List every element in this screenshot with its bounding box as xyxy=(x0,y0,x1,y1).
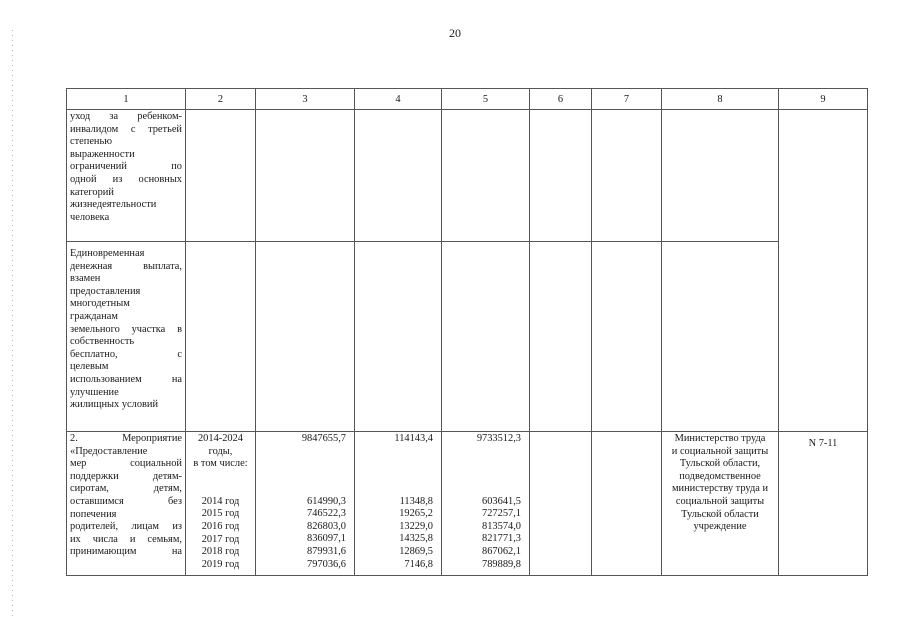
year-value: 826803,0 xyxy=(307,520,346,532)
header-cell: 5 xyxy=(442,89,530,110)
header-cell: 6 xyxy=(530,89,592,110)
text-line: учреждение xyxy=(693,521,747,533)
text-line: целевым xyxy=(70,361,109,373)
text-line: социальной защиты xyxy=(675,495,765,507)
text-line: взамен xyxy=(70,273,101,285)
table-row xyxy=(67,110,868,242)
spacer xyxy=(259,446,346,496)
year-value: 746522,3 xyxy=(307,508,346,520)
table-row xyxy=(67,432,868,576)
empty-cell xyxy=(662,110,779,242)
text-line: их числа и семьям, xyxy=(70,533,182,545)
text-line: гражданам xyxy=(70,310,118,322)
text-line: министерству труда и xyxy=(671,483,769,495)
page-number: 20 xyxy=(449,26,461,40)
year-label: 2016 год xyxy=(201,520,240,532)
empty-cell xyxy=(530,432,592,576)
text-line: жилищных условий xyxy=(70,399,159,411)
text-line: категорий xyxy=(70,186,114,198)
text-line: выраженности xyxy=(70,148,135,160)
text-line: улучшение xyxy=(70,386,119,398)
activity-description-cell xyxy=(67,242,186,432)
total-funding-cell xyxy=(256,432,355,576)
program-table xyxy=(66,88,868,576)
empty-cell xyxy=(530,242,592,432)
spacer xyxy=(445,446,521,496)
text-line: одной из основных xyxy=(70,173,182,185)
period-text: в том числе: xyxy=(193,458,248,470)
empty-cell xyxy=(662,242,779,432)
empty-cell xyxy=(779,110,868,432)
year-value: 11348,8 xyxy=(399,495,433,507)
text-line: родителей, лицам из xyxy=(70,521,182,533)
empty-cell xyxy=(186,110,256,242)
year-value: 821771,3 xyxy=(482,533,521,545)
text-line: мер социальной xyxy=(70,458,182,470)
text-line: Единовременная xyxy=(70,248,145,259)
activity-description-cell xyxy=(67,432,186,576)
period-text: 2014-2024 xyxy=(197,433,244,444)
year-label: 2019 год xyxy=(201,558,240,570)
table-row xyxy=(67,242,868,432)
text-line: уход за ребенком- xyxy=(70,111,182,122)
text-line: бесплатно, с xyxy=(70,348,182,360)
empty-cell xyxy=(355,242,442,432)
activity-description-cell xyxy=(67,110,186,242)
empty-cell xyxy=(256,242,355,432)
text-line: сиротам, детям, xyxy=(70,483,182,495)
text-line: жизнедеятельности xyxy=(70,199,157,211)
text-line: поддержки детям- xyxy=(70,470,182,482)
period-text: годы, xyxy=(208,445,233,457)
header-cell: 9 xyxy=(779,89,868,110)
scan-margin-dots xyxy=(12,30,13,620)
empty-cell xyxy=(256,110,355,242)
total-value: 9847655,7 xyxy=(301,433,346,444)
text-line: подведомственное xyxy=(679,470,761,482)
year-value: 12869,5 xyxy=(399,545,433,557)
header-cell: 3 xyxy=(256,89,355,110)
header-row xyxy=(67,89,868,110)
year-value: 789889,8 xyxy=(482,558,521,570)
header-cell: 7 xyxy=(592,89,662,110)
year-value: 836097,1 xyxy=(307,533,346,545)
text-line: предоставления xyxy=(70,285,141,297)
spacer xyxy=(189,471,252,496)
responsible-executor-cell xyxy=(662,432,779,576)
empty-cell xyxy=(592,432,662,576)
text-line: человека xyxy=(70,211,110,223)
text-line: многодетным xyxy=(70,298,130,310)
year-value: 13229,0 xyxy=(399,520,433,532)
text-line: принимающим на xyxy=(70,546,182,558)
empty-cell xyxy=(530,110,592,242)
text-line: оставшимся без xyxy=(70,495,182,507)
text-line: 2. Мероприятие xyxy=(70,433,182,444)
empty-cell xyxy=(442,110,530,242)
empty-cell xyxy=(442,242,530,432)
regional-funding-cell xyxy=(442,432,530,576)
text-line: ограничений по xyxy=(70,161,182,173)
header-cell: 1 xyxy=(67,89,186,110)
text-line: попечения xyxy=(70,508,117,520)
text-line: инвалидом с третьей xyxy=(70,123,182,135)
header-cell: 2 xyxy=(186,89,256,110)
year-value: 867062,1 xyxy=(482,545,521,557)
year-value: 614990,3 xyxy=(307,495,346,507)
year-label: 2014 год xyxy=(201,495,240,507)
spacer xyxy=(358,446,433,496)
federal-funding-cell xyxy=(355,432,442,576)
year-value: 727257,1 xyxy=(482,508,521,520)
text-line: «Предоставление xyxy=(70,445,148,457)
year-value: 797036,6 xyxy=(307,558,346,570)
text-line: Тульской области, xyxy=(679,458,761,470)
year-label: 2018 год xyxy=(201,546,240,558)
period-cell xyxy=(186,432,256,576)
text-line: степенью xyxy=(70,136,112,148)
text-line: Министерство труда xyxy=(674,433,766,444)
empty-cell xyxy=(186,242,256,432)
indicator-reference-cell: N 7-11 xyxy=(779,432,868,576)
total-value: 9733512,3 xyxy=(476,433,521,444)
text-line: собственность xyxy=(70,336,135,348)
text-line: Тульской области xyxy=(681,508,759,520)
year-label: 2017 год xyxy=(201,533,240,545)
year-value: 14325,8 xyxy=(399,533,433,545)
empty-cell xyxy=(592,242,662,432)
year-value: 603641,5 xyxy=(482,495,521,507)
year-value: 879931,6 xyxy=(307,545,346,557)
year-label: 2015 год xyxy=(201,508,240,520)
text-line: денежная выплата, xyxy=(70,260,182,272)
empty-cell xyxy=(592,110,662,242)
header-cell: 8 xyxy=(662,89,779,110)
empty-cell xyxy=(355,110,442,242)
year-value: 19265,2 xyxy=(399,508,433,520)
year-value: 813574,0 xyxy=(482,520,521,532)
text-line: использованием на xyxy=(70,373,182,385)
total-value: 114143,4 xyxy=(394,433,433,444)
year-value: 7146,8 xyxy=(404,558,433,570)
text-line: и социальной защиты xyxy=(671,445,769,457)
text-line: земельного участка в xyxy=(70,323,182,335)
header-cell: 4 xyxy=(355,89,442,110)
